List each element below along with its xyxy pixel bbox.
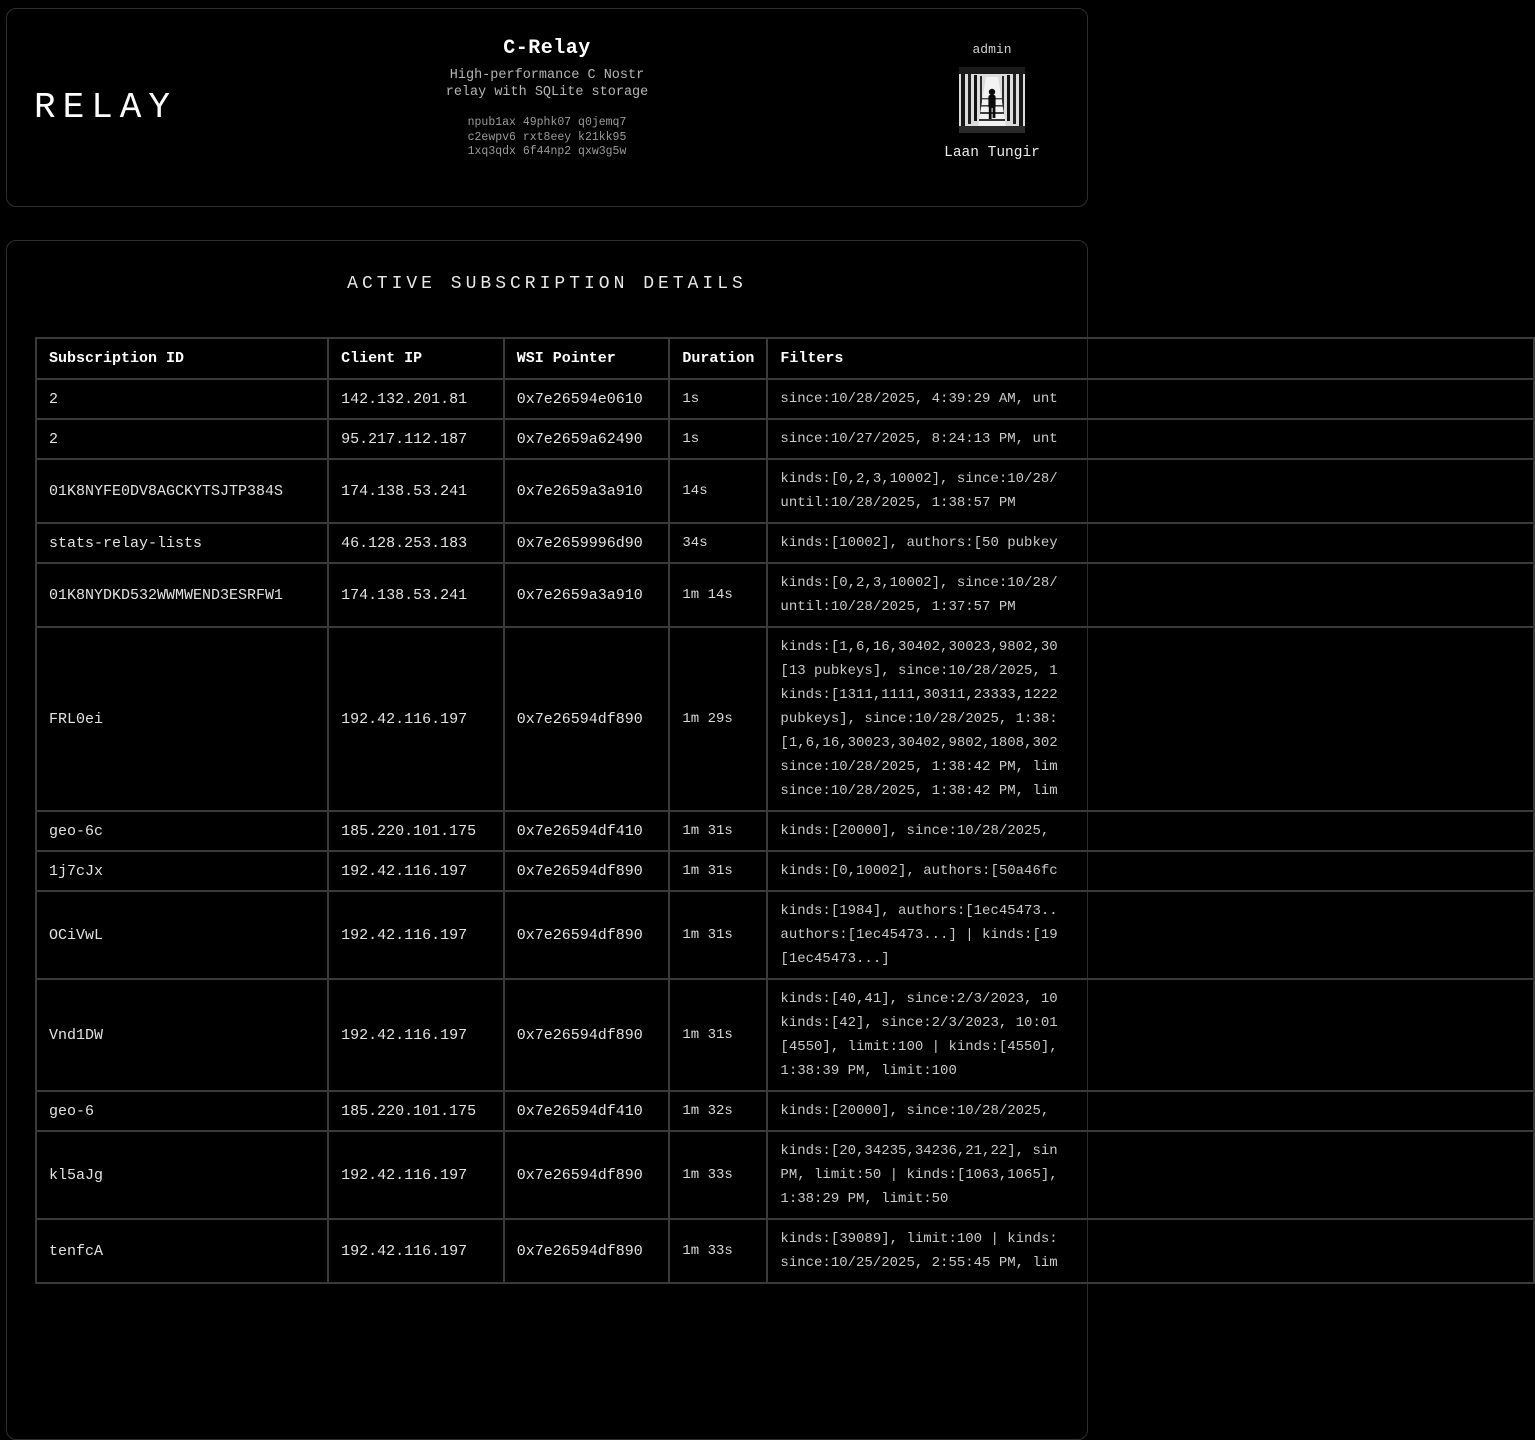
client-ip-cell: 174.138.53.241 [328, 563, 504, 627]
table-row [36, 811, 1534, 851]
filters-cell [767, 851, 1534, 891]
filter-line: kinds:[20000], since:10/28/2025, [780, 823, 1050, 839]
duration-cell: 1m 29s [669, 627, 767, 811]
filter-line: kinds:[1,6,16,30402,30023,9802,30 [780, 639, 1058, 655]
wsi-pointer-cell: 0x7e2659a3a910 [504, 459, 670, 523]
column-header-subscription-id: Subscription ID [36, 338, 328, 379]
admin-block [897, 9, 1087, 206]
filters-cell [767, 459, 1534, 523]
filters-cell [767, 419, 1534, 459]
filter-line: [4550], limit:100 | kinds:[4550], [780, 1039, 1058, 1055]
wsi-pointer-cell: 0x7e26594df890 [504, 1131, 670, 1219]
duration-cell: 1m 31s [669, 891, 767, 979]
filter-line: kinds:[40,41], since:2/3/2023, 10 [780, 991, 1058, 1007]
app-title: C-Relay [503, 37, 591, 60]
wsi-pointer-cell: 0x7e26594e0610 [504, 379, 670, 419]
client-ip-cell: 185.220.101.175 [328, 811, 504, 851]
subscription-id-cell: FRL0ei [36, 627, 328, 811]
npub-key-line: npub1ax 49phk07 q0jemq7 [467, 116, 627, 130]
filters-cell [767, 563, 1534, 627]
admin-name: Laan Tungir [944, 145, 1040, 161]
subscription-id-cell: Vnd1DW [36, 979, 328, 1091]
table-row [36, 1219, 1534, 1283]
table-row [36, 1131, 1534, 1219]
filter-line: until:10/28/2025, 1:38:57 PM [780, 495, 1016, 511]
subscription-id-cell: 01K8NYDKD532WWMWEND3ESRFW1 [36, 563, 328, 627]
header-left [7, 9, 382, 206]
npub-key-block [382, 116, 712, 160]
filter-line: PM, limit:50 | kinds:[1063,1065], [780, 1167, 1058, 1183]
duration-cell: 1m 14s [669, 563, 767, 627]
client-ip-cell: 192.42.116.197 [328, 891, 504, 979]
subscriptions-table [35, 337, 1535, 1284]
subscriptions-table-container [35, 337, 1059, 1284]
duration-cell: 34s [669, 523, 767, 563]
subscription-id-cell: OCiVwL [36, 891, 328, 979]
filter-line: since:10/28/2025, 1:38:42 PM, lim [780, 783, 1058, 799]
column-header-client-ip: Client IP [328, 338, 504, 379]
wsi-pointer-cell: 0x7e26594df890 [504, 1219, 670, 1283]
filter-line: kinds:[0,2,3,10002], since:10/28/ [780, 471, 1058, 487]
client-ip-cell: 192.42.116.197 [328, 851, 504, 891]
duration-cell: 1m 31s [669, 851, 767, 891]
subscriptions-card [6, 240, 1088, 1440]
header-right [712, 9, 1087, 206]
wsi-pointer-cell: 0x7e2659a3a910 [504, 563, 670, 627]
column-header-duration: Duration [669, 338, 767, 379]
relay-logo: RELAY [34, 87, 178, 128]
wsi-pointer-cell: 0x7e26594df890 [504, 851, 670, 891]
wsi-pointer-cell: 0x7e2659a62490 [504, 419, 670, 459]
filters-cell [767, 891, 1534, 979]
client-ip-cell: 174.138.53.241 [328, 459, 504, 523]
npub-key-line: c2ewpv6 rxt8eey k21kk95 [467, 130, 627, 144]
filters-cell [767, 523, 1534, 563]
filter-line: kinds:[20000], since:10/28/2025, [780, 1103, 1050, 1119]
wsi-pointer-cell: 0x7e26594df410 [504, 1091, 670, 1131]
table-row [36, 523, 1534, 563]
npub-key-line: 1xq3qdx 6f44np2 qxw3g5w [467, 145, 627, 159]
app-subtitle: High-performance C Nostr relay with SQLite storage [445, 68, 649, 101]
wsi-pointer-cell: 0x7e26594df890 [504, 627, 670, 811]
subscription-id-cell: geo-6c [36, 811, 328, 851]
subscription-id-cell: 2 [36, 379, 328, 419]
duration-cell: 1m 33s [669, 1219, 767, 1283]
wsi-pointer-cell: 0x7e2659996d90 [504, 523, 670, 563]
subscription-id-cell: 01K8NYFE0DV8AGCKYTSJTP384S [36, 459, 328, 523]
subscription-id-cell: kl5aJg [36, 1131, 328, 1219]
filters-cell [767, 1091, 1534, 1131]
filters-cell [767, 1219, 1534, 1283]
table-row [36, 979, 1534, 1091]
filters-cell [767, 379, 1534, 419]
client-ip-cell: 192.42.116.197 [328, 627, 504, 811]
filter-line: until:10/28/2025, 1:37:57 PM [780, 599, 1016, 615]
duration-cell: 1m 31s [669, 811, 767, 851]
filter-line: kinds:[39089], limit:100 | kinds: [780, 1231, 1058, 1247]
filter-line: since:10/28/2025, 4:39:29 AM, unt [780, 391, 1058, 407]
subscription-id-cell: 2 [36, 419, 328, 459]
filter-line: kinds:[20,34235,34236,21,22], sin [780, 1143, 1058, 1159]
duration-cell: 1m 31s [669, 979, 767, 1091]
filter-line: kinds:[0,2,3,10002], since:10/28/ [780, 575, 1058, 591]
duration-cell: 1m 32s [669, 1091, 767, 1131]
subscription-id-cell: 1j7cJx [36, 851, 328, 891]
column-header-wsi-pointer: WSI Pointer [504, 338, 670, 379]
admin-label: admin [972, 42, 1012, 57]
duration-cell: 1s [669, 379, 767, 419]
filter-line: kinds:[10002], authors:[50 pubkey [780, 535, 1058, 551]
client-ip-cell: 95.217.112.187 [328, 419, 504, 459]
table-row [36, 379, 1534, 419]
column-header-filters: Filters [767, 338, 1534, 379]
wsi-pointer-cell: 0x7e26594df890 [504, 891, 670, 979]
filter-line: kinds:[1984], authors:[1ec45473.. [780, 903, 1058, 919]
header-card [6, 8, 1088, 207]
table-row [36, 891, 1534, 979]
admin-avatar [959, 67, 1025, 133]
duration-cell: 14s [669, 459, 767, 523]
filter-line: kinds:[0,10002], authors:[50a46fc [780, 863, 1058, 879]
duration-cell: 1m 33s [669, 1131, 767, 1219]
filters-cell [767, 811, 1534, 851]
table-row [36, 563, 1534, 627]
filter-line: pubkeys], since:10/28/2025, 1:38: [780, 711, 1058, 727]
client-ip-cell: 185.220.101.175 [328, 1091, 504, 1131]
table-row [36, 459, 1534, 523]
filter-line: since:10/25/2025, 2:55:45 PM, lim [780, 1255, 1058, 1271]
subscription-id-cell: tenfcA [36, 1219, 328, 1283]
filter-line: [13 pubkeys], since:10/28/2025, 1 [780, 663, 1058, 679]
table-row [36, 627, 1534, 811]
filter-line: [1ec45473...] [780, 951, 890, 967]
filter-line: authors:[1ec45473...] | kinds:[19 [780, 927, 1058, 943]
filter-line: kinds:[42], since:2/3/2023, 10:01 [780, 1015, 1058, 1031]
table-row [36, 419, 1534, 459]
section-title: ACTIVE SUBSCRIPTION DETAILS [347, 274, 747, 294]
table-row [36, 1091, 1534, 1131]
filter-line: 1:38:39 PM, limit:100 [780, 1063, 957, 1079]
wsi-pointer-cell: 0x7e26594df890 [504, 979, 670, 1091]
table-row [36, 851, 1534, 891]
table-header-row [36, 338, 1534, 379]
filter-line: [1,6,16,30023,30402,9802,1808,302 [780, 735, 1058, 751]
client-ip-cell: 192.42.116.197 [328, 1219, 504, 1283]
filter-line: since:10/27/2025, 8:24:13 PM, unt [780, 431, 1058, 447]
filter-line: kinds:[1311,1111,30311,23333,1222 [780, 687, 1058, 703]
duration-cell: 1s [669, 419, 767, 459]
filter-line: since:10/28/2025, 1:38:42 PM, lim [780, 759, 1058, 775]
header-center [382, 9, 712, 206]
client-ip-cell: 192.42.116.197 [328, 979, 504, 1091]
filters-cell [767, 1131, 1534, 1219]
filters-cell [767, 627, 1534, 811]
filter-line: 1:38:29 PM, limit:50 [780, 1191, 949, 1207]
client-ip-cell: 46.128.253.183 [328, 523, 504, 563]
client-ip-cell: 142.132.201.81 [328, 379, 504, 419]
filters-cell [767, 979, 1534, 1091]
client-ip-cell: 192.42.116.197 [328, 1131, 504, 1219]
subscription-id-cell: stats-relay-lists [36, 523, 328, 563]
subscription-id-cell: geo-6 [36, 1091, 328, 1131]
wsi-pointer-cell: 0x7e26594df410 [504, 811, 670, 851]
